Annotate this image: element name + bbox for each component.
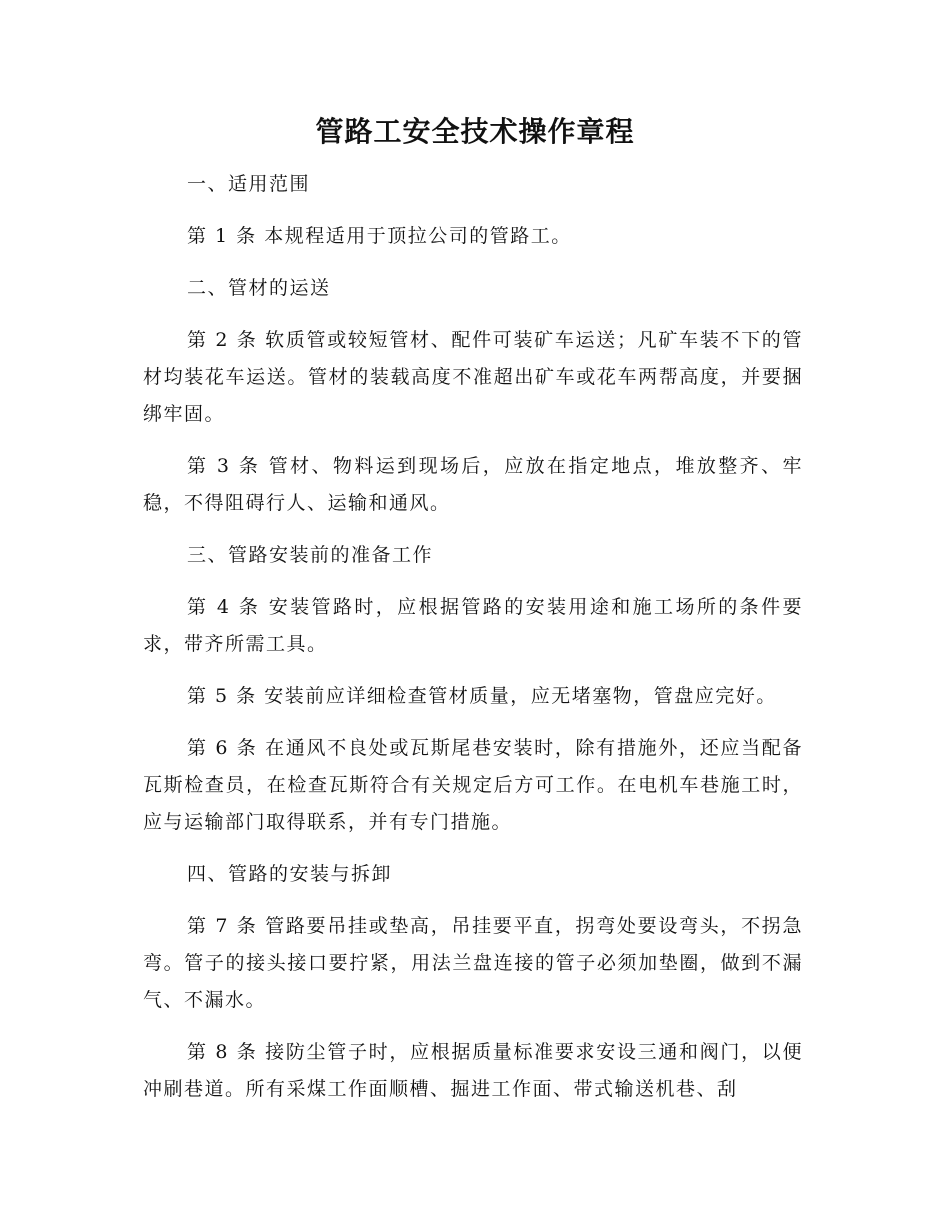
article-paragraph: 第 6 条 在通风不良处或瓦斯尾巷安装时，除有措施外，还应当配备瓦斯检查员，在检查瓦斯符合有关规定后方可工作。在电机车巷施工时，应与运输部门取得联系，并有专门措施。 [143, 737, 803, 833]
document-title: 管路工安全技术操作章程 [315, 115, 635, 148]
article-paragraph: 第 5 条 安装前应详细检查管材质量，应无堵塞物，管盘应完好。 [187, 685, 777, 707]
section-heading: 二、管材的运送 [187, 277, 331, 299]
article-paragraph: 第 1 条 本规程适用于顶拉公司的管路工。 [187, 225, 572, 247]
article-paragraph: 第 7 条 管路要吊挂或垫高，吊挂要平直，拐弯处要设弯头，不拐急弯。管子的接头接口要拧紧，用法兰盘连接的管子必须加垫圈，做到不漏气、不漏水。 [143, 915, 803, 1011]
document-body [143, 166, 803, 1108]
section-heading: 三、管路安装前的准备工作 [187, 544, 434, 566]
article-paragraph: 第 3 条 管材、物料运到现场后，应放在指定地点，堆放整齐、牢稳，不得阻碍行人、运输和通风。 [143, 455, 803, 514]
section-heading: 四、管路的安装与拆卸 [187, 863, 393, 885]
article-paragraph: 第 2 条 软质管或较短管材、配件可装矿车运送；凡矿车装不下的管材均装花车运送。管材的装载高度不准超出矿车或花车两帮高度，并要捆绑牢固。 [143, 329, 803, 425]
article-paragraph: 第 8 条 接防尘管子时，应根据质量标准要求安设三通和阀门，以便冲刷巷道。所有采煤工作面顺槽、掘进工作面、带式输送机巷、刮 [143, 1041, 803, 1100]
section-heading: 一、适用范围 [187, 173, 311, 195]
article-paragraph: 第 4 条 安装管路时，应根据管路的安装用途和施工场所的条件要求，带齐所需工具。 [143, 596, 803, 655]
